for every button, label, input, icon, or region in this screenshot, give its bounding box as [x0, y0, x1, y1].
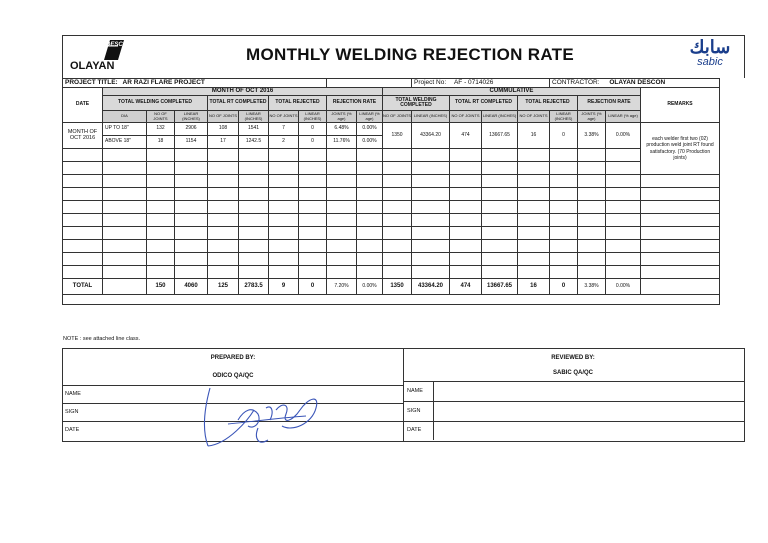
total-rate-linear: 0.00% — [357, 279, 383, 295]
cum-total-welding-header: TOTAL WELDING COMPLETED — [383, 96, 450, 111]
empty-row — [63, 253, 720, 266]
rt-joints-header: NO OF JOINTS — [208, 111, 239, 123]
total-cum-rej-joints: 16 — [518, 279, 550, 295]
dia-cell: UP TO 18" — [103, 123, 147, 136]
cum-total-rt-header: TOTAL RT COMPLETED — [450, 96, 518, 111]
total-label: TOTAL — [63, 279, 103, 295]
remarks-cell: each welder first two (02) production weld joint RT found satisfactory. (70 Production joints) — [641, 123, 720, 175]
cum-rt-joints-cell: 474 — [450, 123, 482, 149]
cum-rt-joints-header: NO OF JOINTS — [450, 111, 482, 123]
cum-tw-joints-header: NO OF JOINTS — [383, 111, 412, 123]
total-cum-rej-linear: 0 — [550, 279, 578, 295]
cum-rej-joints-header: NO OF JOINTS — [518, 111, 550, 123]
rt-joints-cell: 17 — [208, 136, 239, 149]
cum-rate-linear-cell: 0.00% — [606, 123, 641, 149]
total-rejected-header: TOTAL REJECTED — [269, 96, 327, 111]
empty-row — [63, 188, 720, 201]
project-title-value: AR RAZI FLARE PROJECT — [122, 78, 205, 86]
rate-linear-cell: 0.00% — [357, 123, 383, 136]
reviewed-date-label: DATE — [407, 427, 422, 433]
empty-row — [63, 266, 720, 279]
descon-label: DESCON — [106, 42, 132, 48]
cum-tw-linear-cell: 43364.20 — [412, 123, 450, 149]
total-tw-joints: 150 — [147, 279, 175, 295]
rate-joints-header: JOINTS (% age) — [327, 111, 357, 123]
dia-cell: ABOVE 18" — [103, 136, 147, 149]
total-rej-linear: 0 — [299, 279, 327, 295]
olayan-label: OLAYAN — [70, 60, 115, 72]
reviewed-name-label: NAME — [407, 388, 423, 394]
rej-linear-header: LINEAR (INCHES) — [299, 111, 327, 123]
total-tw-linear: 4060 — [175, 279, 208, 295]
total-rt-linear: 2783.5 — [239, 279, 269, 295]
rej-joints-cell: 7 — [269, 123, 299, 136]
signoff-block — [62, 348, 745, 442]
total-row — [63, 279, 720, 295]
sabic-logo — [680, 38, 740, 74]
welding-table — [62, 78, 720, 305]
rate-joints-cell: 11.76% — [327, 136, 357, 149]
rej-linear-cell: 0 — [299, 123, 327, 136]
cum-total-rejected-header: TOTAL REJECTED — [518, 96, 578, 111]
total-cum-rt-joints: 474 — [450, 279, 482, 295]
cum-rate-linear-header: LINEAR (% age) — [606, 111, 641, 123]
cum-rt-linear-header: LINEAR (INCHES) — [482, 111, 518, 123]
cum-rejection-rate-header: REJECTION RATE — [578, 96, 641, 111]
sabic-latin-label: sabic — [697, 56, 723, 68]
empty-row — [63, 149, 720, 162]
empty-row — [63, 214, 720, 227]
rt-linear-cell: 1242.5 — [239, 136, 269, 149]
total-cum-tw-linear: 43364.20 — [412, 279, 450, 295]
total-welding-header: TOTAL WELDING COMPLETED — [103, 96, 208, 111]
rate-linear-cell: 0.00% — [357, 136, 383, 149]
empty-row — [63, 162, 720, 175]
tw-linear-cell: 1154 — [175, 136, 208, 149]
total-cum-tw-joints: 1350 — [383, 279, 412, 295]
total-rt-joints: 125 — [208, 279, 239, 295]
prepared-name-label: NAME — [65, 391, 81, 397]
dia-header: DIA — [103, 111, 147, 123]
tw-joints-header: NO OF JOINTS — [147, 111, 175, 123]
rt-joints-cell: 108 — [208, 123, 239, 136]
total-cum-rate-linear: 0.00% — [606, 279, 641, 295]
rt-linear-header: LINEAR (INCHES) — [239, 111, 269, 123]
reviewed-sign-label: SIGN — [407, 408, 421, 414]
tw-joints-cell: 132 — [147, 123, 175, 136]
olayan-descon-logo — [68, 38, 138, 74]
rate-joints-cell: 6.48% — [327, 123, 357, 136]
tw-linear-cell: 2906 — [175, 123, 208, 136]
empty-row — [63, 175, 720, 188]
cum-rej-linear-cell: 0 — [550, 123, 578, 149]
rej-linear-cell: 0 — [299, 136, 327, 149]
sabic-arabic-label: سابك — [689, 37, 731, 57]
cum-tw-joints-cell: 1350 — [383, 123, 412, 149]
rej-joints-header: NO OF JOINTS — [269, 111, 299, 123]
cumulative-section-header: CUMMULATIVE — [383, 88, 641, 96]
prepared-org-label: ODICO QA/QC — [212, 373, 254, 379]
project-no-label: Project No: — [414, 78, 447, 86]
tw-linear-header: LINEAR (INCHES) — [175, 111, 208, 123]
cum-rate-joints-cell: 3.38% — [578, 123, 606, 149]
rej-joints-cell: 2 — [269, 136, 299, 149]
rate-linear-header: LINEAR (% age) — [357, 111, 383, 123]
total-rej-joints: 9 — [269, 279, 299, 295]
prepared-by-label: PREPARED BY: — [210, 355, 256, 361]
note-text: NOTE : see attached line class. — [63, 336, 141, 342]
prepared-sign-label: SIGN — [65, 409, 79, 415]
cum-rt-linear-cell: 13667.65 — [482, 123, 518, 149]
signature-icon — [188, 380, 338, 452]
remarks-header: REMARKS — [641, 88, 720, 123]
cum-rej-linear-header: LINEAR (INCHES) — [550, 111, 578, 123]
table-row — [63, 123, 720, 136]
date-cell: MONTH OF OCT 2016 — [63, 123, 103, 149]
empty-row — [63, 201, 720, 214]
total-rt-header: TOTAL RT COMPLETED — [208, 96, 269, 111]
total-cum-rt-linear: 13667.65 — [482, 279, 518, 295]
project-no-value: AF - 0714026 — [453, 78, 494, 86]
cum-rate-joints-header: JOINTS (% age) — [578, 111, 606, 123]
tw-joints-cell: 18 — [147, 136, 175, 149]
contractor-label: CONTRACTOR: — [552, 78, 600, 86]
date-header: DATE — [63, 88, 103, 123]
total-rate-joints: 7.20% — [327, 279, 357, 295]
contractor-value: OLAYAN DESCON — [609, 78, 666, 86]
month-section-header: MONTH OF OCT 2016 — [103, 88, 383, 96]
cum-tw-linear-header: LINEAR (INCHES) — [412, 111, 450, 123]
cum-rej-joints-cell: 16 — [518, 123, 550, 149]
page-title: MONTHLY WELDING REJECTION RATE — [246, 45, 574, 64]
rejection-rate-header: REJECTION RATE — [327, 96, 383, 111]
rt-linear-cell: 1541 — [239, 123, 269, 136]
total-cum-rate-joints: 3.38% — [578, 279, 606, 295]
empty-row — [63, 240, 720, 253]
project-title-label: PROJECT TITLE: — [65, 78, 118, 86]
empty-row — [63, 227, 720, 240]
prepared-date-label: DATE — [65, 427, 80, 433]
reviewed-by-label: REVIEWED BY: — [551, 355, 595, 361]
reviewed-org-label: SABIC QA/QC — [552, 370, 593, 376]
